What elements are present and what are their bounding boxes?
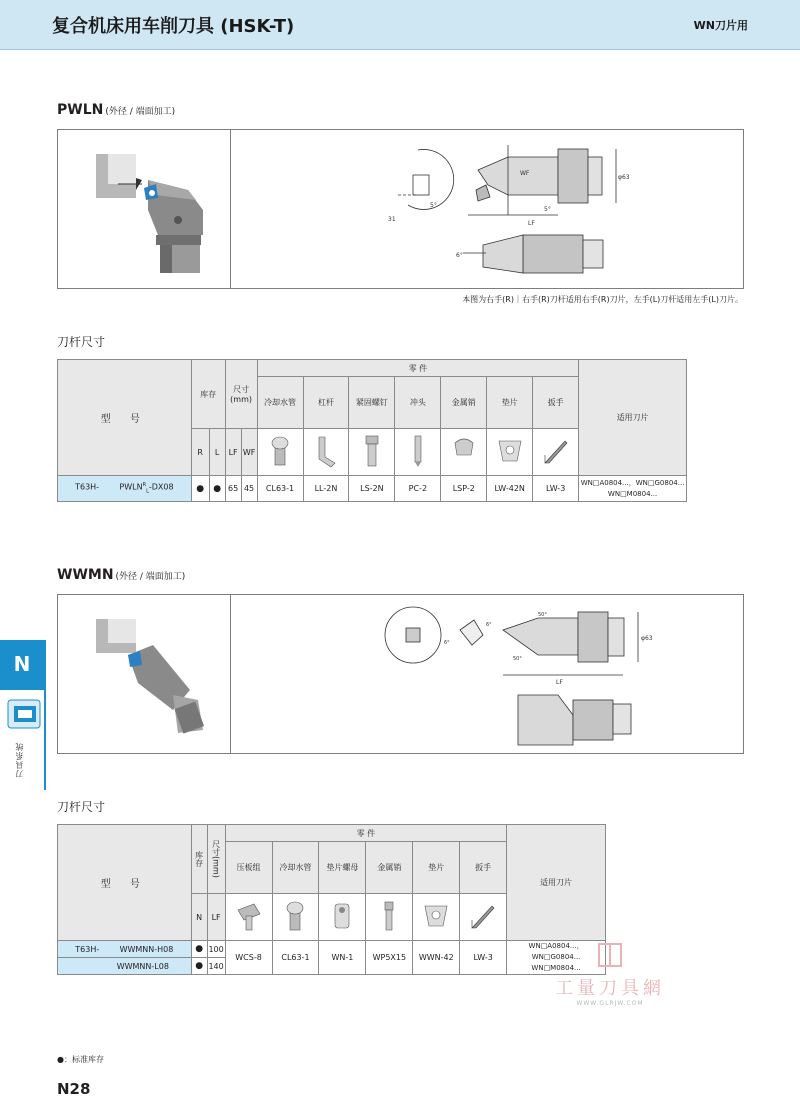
insert-value: WN□A0804...，WN□G0804... WN□M0804...: [579, 476, 687, 502]
size-col-lf: LF: [225, 429, 241, 476]
lf-value-1: 140: [207, 958, 225, 975]
model-cell-0: T63H- WWMNN-H08: [58, 941, 192, 958]
model-cell: T63H- $PWLN^R_L-DX08$: [58, 476, 192, 502]
dim-lf-2: LF: [556, 679, 563, 686]
diagram-box-pwln: [57, 129, 744, 289]
part2-value-2: WN-1: [319, 941, 366, 975]
part-col-2: 紧固螺钉: [349, 377, 395, 429]
table-row: [58, 476, 687, 502]
watermark: 工量刀具網 WWW.GLRJW.COM: [540, 940, 680, 1010]
part-value-2: LS-2N: [349, 476, 395, 502]
table-row: [58, 941, 606, 958]
turning-tool-icon: [4, 694, 44, 734]
dim-lf: LF: [528, 220, 535, 227]
clamp-set-icon: [225, 894, 272, 941]
part-col-3: 冲头: [395, 377, 441, 429]
coolant-tube-icon: [257, 429, 303, 476]
sidebar-vertical-text: 刀具系统: [15, 742, 24, 778]
wf-value: 45: [241, 476, 257, 502]
lever-icon: [303, 429, 349, 476]
stock-header-2: 库存: [191, 825, 207, 894]
page-header: [0, 0, 800, 50]
section-title-pwln: PWLN (外径 / 端面加工): [57, 102, 176, 118]
dim-phi-2: φ63: [641, 635, 653, 642]
part-value-6: LW-3: [533, 476, 579, 502]
spec-table-pwln: [57, 359, 687, 502]
part2-col-0: 压板组: [225, 842, 272, 894]
side-accent-line: [44, 640, 46, 790]
screw-icon: [349, 429, 395, 476]
table-caption-wwmn: 刀杆尺寸: [57, 800, 106, 814]
dim-angle-2: 50°: [513, 656, 522, 662]
lf-value: 65: [225, 476, 241, 502]
part-col-4: 金属销: [441, 377, 487, 429]
parts-header: 零 件: [257, 360, 579, 377]
model-header-2: 型 号: [58, 825, 192, 941]
part-value-4: LSP-2: [441, 476, 487, 502]
part-col-6: 扳手: [533, 377, 579, 429]
part-value-0: CL63-1: [257, 476, 303, 502]
part2-value-5: LW-3: [460, 941, 507, 975]
part2-col-5: 扳手: [460, 842, 507, 894]
page-number: N28: [57, 1080, 91, 1098]
stock-col-n: N: [191, 894, 207, 941]
page-title: 复合机床用车削刀具 (HSK-T): [52, 16, 295, 37]
spec-table-wwmn: [57, 824, 606, 975]
stock-col-r: R: [191, 429, 209, 476]
watermark-logo-icon: [595, 940, 625, 970]
model-cell-1: WWMNN-L08: [58, 958, 192, 975]
toolholder-photo-wwmn: [78, 605, 218, 745]
model-header: 型 号: [58, 360, 192, 476]
part2-col-1: 冷却水管: [272, 842, 319, 894]
wrench-icon-2: [460, 894, 507, 941]
stock-l-value: ●: [209, 476, 225, 502]
dim-angle-3: 6°: [444, 640, 450, 646]
part2-col-3: 金属销: [366, 842, 413, 894]
dim-a4: 6°: [456, 252, 463, 259]
section-title-wwmn: WWMN (外径 / 端面加工): [57, 567, 186, 583]
dim-angle-4: 6°: [486, 622, 492, 628]
dim-a3: 5°: [544, 206, 551, 213]
hand-note: 本图为右手(R)｜右手(R)刀杆适用右手(R)刀片，左手(L)刀杆适用左手(L)刀片。: [462, 295, 743, 304]
section-tab: N: [0, 640, 44, 690]
stock-n-value-0: ●: [191, 941, 207, 958]
part2-value-4: WWN-42: [413, 941, 460, 975]
dim-angle-1: 50°: [538, 612, 547, 618]
part-value-3: PC-2: [395, 476, 441, 502]
insert-header-2: 适用刀片: [507, 825, 606, 941]
stock-n-value-1: ●: [191, 958, 207, 975]
pin-icon-2: [366, 894, 413, 941]
part2-value-3: WP5X15: [366, 941, 413, 975]
dim-a1: 31: [388, 216, 396, 223]
part2-col-4: 垫片: [413, 842, 460, 894]
size-col-lf-2: LF: [207, 894, 225, 941]
part-col-1: 杠杆: [303, 377, 349, 429]
coolant-tube-icon-2: [272, 894, 319, 941]
part-col-5: 垫片: [487, 377, 533, 429]
technical-drawing-wwmn: [378, 600, 678, 750]
parts-header-2: 零 件: [225, 825, 507, 842]
dim-a2: 5°: [430, 202, 437, 209]
lf-value-0: 100: [207, 941, 225, 958]
dim-wf: WF: [520, 170, 530, 177]
stock-col-l: L: [209, 429, 225, 476]
technical-drawing-pwln: [358, 135, 678, 285]
diagram-box-wwmn: [57, 594, 744, 754]
punch-icon: [395, 429, 441, 476]
table-caption-pwln: 刀杆尺寸: [57, 335, 106, 349]
insert-type-label: WN刀片用: [693, 19, 748, 32]
size-col-wf: WF: [241, 429, 257, 476]
part2-col-2: 垫片螺母: [319, 842, 366, 894]
part-value-5: LW-42N: [487, 476, 533, 502]
stock-r-value: ●: [191, 476, 209, 502]
part2-value-0: WCS-8: [225, 941, 272, 975]
part-value-1: LL-2N: [303, 476, 349, 502]
size-header: 尺寸(mm): [225, 360, 257, 429]
shim-icon: [487, 429, 533, 476]
wrench-icon: [533, 429, 579, 476]
stock-legend: ●：标准库存: [57, 1055, 104, 1064]
insert-header: 适用刀片: [579, 360, 687, 476]
part-col-0: 冷却水管: [257, 377, 303, 429]
pin-icon: [441, 429, 487, 476]
stock-header: 库存: [191, 360, 225, 429]
dim-phi: φ63: [618, 174, 630, 181]
size-header-2: 尺寸(mm): [207, 825, 225, 894]
toolholder-photo-pwln: [78, 140, 218, 280]
shim-nut-icon: [319, 894, 366, 941]
part2-value-1: CL63-1: [272, 941, 319, 975]
shim-icon-2: [413, 894, 460, 941]
insert-value-2: WN□A0804...，WN□G0804... WN□M0804...: [507, 941, 606, 975]
